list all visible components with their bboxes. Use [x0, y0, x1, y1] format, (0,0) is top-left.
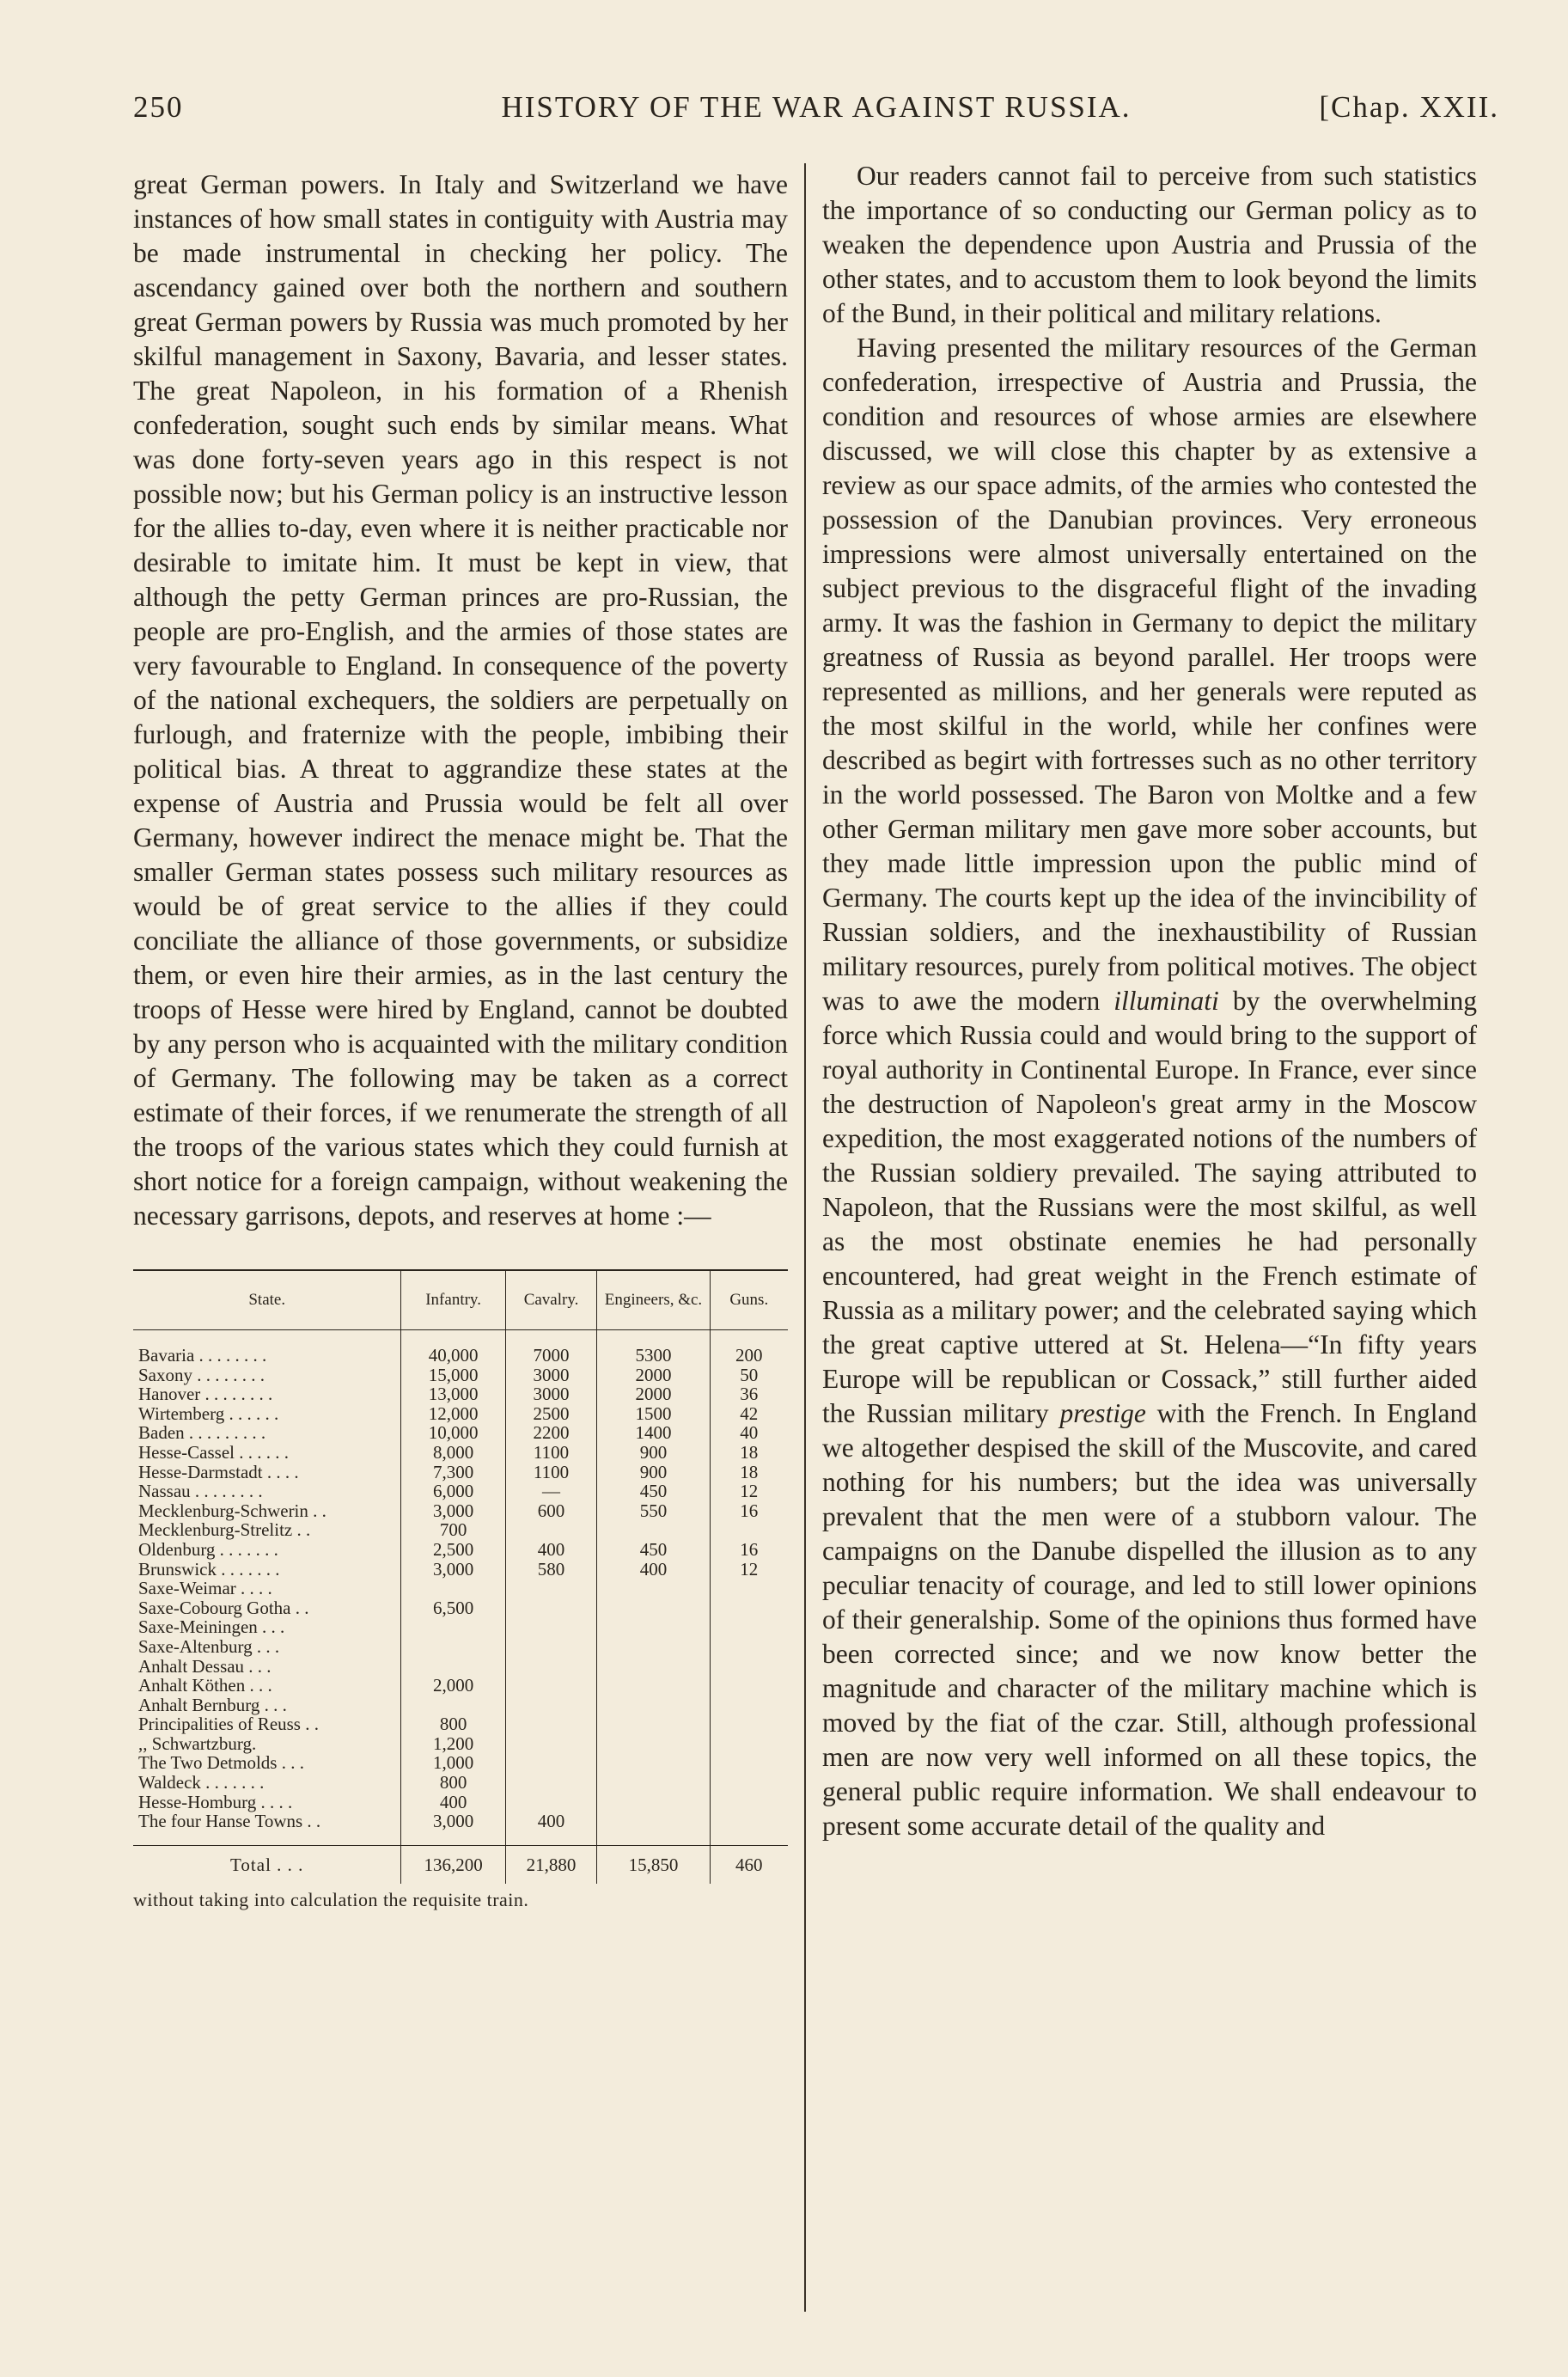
cell-engineers	[597, 1676, 710, 1696]
cell-state: Bavaria . . . . . . . .	[138, 1345, 267, 1366]
cell-guns	[710, 1773, 788, 1793]
cell-cavalry: 7000	[505, 1330, 597, 1366]
cell-guns	[710, 1714, 788, 1734]
cell-guns	[710, 1793, 788, 1812]
cell-engineers: 450	[597, 1482, 710, 1501]
cell-infantry: 8,000	[401, 1443, 505, 1463]
cell-state: Saxony . . . . . . . .	[138, 1364, 265, 1385]
p2-italic-illuminati: illuminati	[1113, 986, 1219, 1016]
header-infantry: Infantry.	[401, 1270, 505, 1330]
table-row	[133, 1540, 788, 1560]
cell-cavalry: 400	[505, 1812, 597, 1845]
table-row	[133, 1520, 788, 1540]
cell-cavalry: 580	[505, 1560, 597, 1580]
table-row	[133, 1404, 788, 1424]
cell-state: Saxe-Altenburg . . .	[138, 1635, 280, 1657]
table-row	[133, 1714, 788, 1734]
cell-infantry: 3,000	[401, 1501, 505, 1521]
total-infantry: 136,200	[401, 1845, 505, 1884]
total-guns: 460	[710, 1845, 788, 1884]
cell-infantry	[401, 1657, 505, 1677]
cell-guns: 36	[710, 1384, 788, 1404]
header-cavalry: Cavalry.	[505, 1270, 597, 1330]
cell-infantry: 7,300	[401, 1463, 505, 1482]
cell-engineers	[597, 1793, 710, 1812]
cell-guns	[710, 1734, 788, 1754]
cell-state: Hanover . . . . . . . .	[138, 1384, 273, 1405]
cell-guns: 18	[710, 1443, 788, 1463]
table-body	[133, 1330, 788, 1846]
column-rule	[804, 163, 806, 2312]
table-footnote: without taking into calculation the requisite train.	[133, 1888, 529, 1910]
cell-state: Mecklenburg-Schwerin . .	[138, 1500, 326, 1521]
cell-state: ,, Schwartzburg.	[138, 1732, 257, 1754]
cell-cavalry	[505, 1793, 597, 1812]
table-row	[133, 1753, 788, 1773]
cell-guns	[710, 1657, 788, 1677]
p2-text-a: Having presented the military resources of the German confederation, irrespective of Austria and Prussia, the condition and resources of whose armies are elsewhere discussed, we will close this chapter by as extensive a review as our space admits, of the armies who contested the possession of the Danubian provinces. Very erroneous impressions were almost universally entertained on the subject previous to the disgraceful flight of the invading army. It was the fashion in Germany to depict the military greatness of Russia as beyond parallel. Her troops were represented as millions, and her generals were reputed as the most skilful in the world, while her confines were described as begirt with fortresses such as no other territory in the world possessed. The Baron von Moltke and a few other German military men gave more sober accounts, but they made little impression upon the public mind of Germany. The courts kept up the idea of the invincibility of Russian soldiers, and the inexhaustibility of Russian military resources, purely from political motives. The object was to awe the modern	[822, 333, 1477, 1016]
running-title: HISTORY OF THE WAR AGAINST RUSSIA.	[501, 90, 1132, 124]
cell-cavalry	[505, 1773, 597, 1793]
table-row	[133, 1598, 788, 1618]
cell-cavalry: 1100	[505, 1463, 597, 1482]
cell-state: Brunswick . . . . . . .	[138, 1558, 280, 1580]
cell-infantry: 15,000	[401, 1366, 505, 1385]
cell-infantry: 3,000	[401, 1560, 505, 1580]
cell-state: Hesse-Homburg . . . .	[138, 1791, 293, 1812]
table-row	[133, 1657, 788, 1677]
table-row	[133, 1423, 788, 1443]
cell-cavalry	[505, 1520, 597, 1540]
right-paragraph-2	[822, 331, 1477, 1843]
cell-guns	[710, 1579, 788, 1598]
cell-state: Principalities of Reuss . .	[138, 1714, 319, 1735]
cell-infantry: 3,000	[401, 1812, 505, 1845]
table-row	[133, 1812, 788, 1845]
cell-engineers	[597, 1812, 710, 1845]
table-row	[133, 1501, 788, 1521]
cell-guns: 16	[710, 1540, 788, 1560]
table-row	[133, 1366, 788, 1385]
cell-state: The four Hanse Towns . .	[138, 1811, 321, 1832]
cell-engineers	[597, 1617, 710, 1637]
table-row	[133, 1773, 788, 1793]
cell-cavalry: 2200	[505, 1423, 597, 1443]
left-column	[133, 168, 788, 1911]
cell-engineers: 900	[597, 1443, 710, 1463]
cell-infantry: 400	[401, 1793, 505, 1812]
cell-infantry: 6,500	[401, 1598, 505, 1618]
cell-guns: 16	[710, 1501, 788, 1521]
cell-engineers	[597, 1637, 710, 1657]
cell-engineers	[597, 1520, 710, 1540]
cell-state: Saxe-Weimar . . . .	[138, 1578, 272, 1599]
cell-guns	[710, 1520, 788, 1540]
cell-guns	[710, 1812, 788, 1845]
cell-infantry: 2,500	[401, 1540, 505, 1560]
cell-engineers: 900	[597, 1463, 710, 1482]
cell-guns: 12	[710, 1482, 788, 1501]
cell-infantry	[401, 1617, 505, 1637]
cell-state: Saxe-Meiningen . . .	[138, 1616, 285, 1638]
total-engineers: 15,850	[597, 1845, 710, 1884]
cell-guns: 50	[710, 1366, 788, 1385]
p2-italic-prestige: prestige	[1059, 1398, 1146, 1428]
cell-engineers: 1500	[597, 1404, 710, 1424]
cell-cavalry: 2500	[505, 1404, 597, 1424]
page-number: 250	[133, 90, 184, 124]
cell-engineers: 1400	[597, 1423, 710, 1443]
cell-infantry: 13,000	[401, 1384, 505, 1404]
cell-engineers	[597, 1696, 710, 1715]
table-row	[133, 1482, 788, 1501]
cell-cavalry	[505, 1676, 597, 1696]
cell-engineers	[597, 1734, 710, 1754]
table-row	[133, 1463, 788, 1482]
cell-cavalry: 1100	[505, 1443, 597, 1463]
table-row	[133, 1384, 788, 1404]
cell-guns: 18	[710, 1463, 788, 1482]
table-row	[133, 1793, 788, 1812]
cell-engineers: 450	[597, 1540, 710, 1560]
table-row	[133, 1676, 788, 1696]
cell-cavalry	[505, 1637, 597, 1657]
cell-cavalry	[505, 1598, 597, 1618]
cell-infantry: 6,000	[401, 1482, 505, 1501]
cell-cavalry	[505, 1714, 597, 1734]
total-label: Total . . .	[133, 1845, 401, 1884]
table-total-row	[133, 1845, 788, 1884]
cell-state: Mecklenburg-Strelitz . .	[138, 1519, 311, 1541]
cell-engineers: 550	[597, 1501, 710, 1521]
cell-state: Wirtemberg . . . . . .	[138, 1402, 279, 1424]
cell-infantry: 1,200	[401, 1734, 505, 1754]
cell-engineers	[597, 1753, 710, 1773]
cell-engineers: 5300	[597, 1330, 710, 1366]
cell-engineers: 2000	[597, 1384, 710, 1404]
p2-text-c: with the French. In England we altogether despised the skill of the Muscovite, and cared nothing for his numbers; but the idea was universally prevalent that the men were of a stubborn valour. The campaigns on the Danube dispelled the illusion as to any peculiar tenacity of courage, and led to still lower opinions of their generalship. Some of the opinions thus formed have been corrected since; and we now know better the magnitude and character of the military machine which is moved by the fiat of the czar. Still, although professional men are now very well informed on all these topics, the general public require information. We shall endeavour to present some accurate detail of the quality and	[822, 1398, 1478, 1841]
cell-infantry: 10,000	[401, 1423, 505, 1443]
table-row	[133, 1637, 788, 1657]
cell-engineers	[597, 1579, 710, 1598]
cell-state: Waldeck . . . . . . .	[138, 1772, 265, 1793]
chapter-label: [Chap. XXII.	[1319, 90, 1499, 124]
cell-cavalry	[505, 1753, 597, 1773]
cell-guns	[710, 1598, 788, 1618]
cell-cavalry	[505, 1696, 597, 1715]
total-cavalry: 21,880	[505, 1845, 597, 1884]
cell-infantry: 700	[401, 1520, 505, 1540]
cell-guns	[710, 1637, 788, 1657]
right-column	[822, 159, 1477, 1843]
cell-infantry	[401, 1637, 505, 1657]
cell-cavalry: —	[505, 1482, 597, 1501]
cell-cavalry: 3000	[505, 1366, 597, 1385]
cell-cavalry	[505, 1734, 597, 1754]
cell-state: The Two Detmolds . . .	[138, 1752, 304, 1774]
table-row	[133, 1330, 788, 1366]
cell-engineers	[597, 1773, 710, 1793]
cell-guns	[710, 1696, 788, 1715]
cell-state: Hesse-Cassel . . . . . .	[138, 1441, 289, 1463]
header-engineers: Engineers, &c.	[597, 1270, 710, 1330]
table-row	[133, 1734, 788, 1754]
cell-guns	[710, 1617, 788, 1637]
table-row	[133, 1617, 788, 1637]
cell-infantry	[401, 1696, 505, 1715]
cell-infantry: 800	[401, 1773, 505, 1793]
cell-infantry	[401, 1579, 505, 1598]
cell-guns: 42	[710, 1404, 788, 1424]
cell-guns: 200	[710, 1330, 788, 1366]
cell-infantry: 12,000	[401, 1404, 505, 1424]
cell-infantry: 40,000	[401, 1330, 505, 1366]
table-header-row	[133, 1270, 788, 1330]
cell-guns	[710, 1753, 788, 1773]
cell-state: Anhalt Köthen . . .	[138, 1675, 272, 1696]
cell-guns: 12	[710, 1560, 788, 1580]
cell-cavalry	[505, 1617, 597, 1637]
cell-infantry: 2,000	[401, 1676, 505, 1696]
header-state: State.	[133, 1270, 401, 1330]
cell-state: Oldenburg . . . . . . .	[138, 1538, 278, 1560]
cell-infantry: 800	[401, 1714, 505, 1734]
cell-guns: 40	[710, 1423, 788, 1443]
military-forces-table	[133, 1269, 788, 1884]
cell-state: Baden . . . . . . . . .	[138, 1422, 266, 1444]
cell-infantry: 1,000	[401, 1753, 505, 1773]
cell-cavalry	[505, 1657, 597, 1677]
p2-text-b: by the overwhelming force which Russia could and would bring to the support of royal authority in Continental Europe. In France, ever since the destruction of Napoleon's great army in the Moscow expedition, the most exaggerated notions of the numbers of the Russian soldiery prevailed. The saying attributed to Napoleon, that the Russians were the most skilful, as well as the most obstinate enemies he had personally encountered, had great weight in the French estimate of Russia as a military power; and the celebrated saying which the great captive uttered at St. Helena—“In fifty years Europe will be republican or Cossack,” still further aided the Russian military	[822, 986, 1477, 1428]
left-paragraph: great German powers. In Italy and Switzerland we have instances of how small states in contiguity with Austria may be made instrumental in checking her policy. The ascendancy gained over both the northern and southern great German powers by Russia was much promoted by her skilful management in Saxony, Bavaria, and lesser states. The great Napoleon, in his formation of a Rhenish confederation, sought such ends by similar means. What was done forty-seven years ago in this respect is not possible now; but his German policy is an instructive lesson for the allies to-day, even where it is neither practicable nor desirable to imitate him. It must be kept in view, that although the petty German princes are pro-Russian, the people are pro-English, and the armies of those states are very favourable to England. In consequence of the poverty of the national exchequers, the soldiers are perpetually on furlough, and fraternize with the people, imbibing their political bias. A threat to aggrandize these states at the expense of Austria and Prussia would be felt all over Germany, however indirect the menace might be. That the smaller German states possess such military resources as would be of great service to the allies if they could conciliate the alliance of those governments, or subsidize them, or even hire their armies, as in the last century the troops of Hesse were hired by England, cannot be doubted by any person who is acquainted with the military condition of Germany. The following may be taken as a correct estimate of their forces, if we renumerate the strength of all the troops of the various states which they could furnish at short notice for a foreign campaign, without weakening the necessary garrisons, depots, and reserves at home :—	[133, 169, 788, 1231]
table-row	[133, 1579, 788, 1598]
cell-state: Saxe-Cobourg Gotha . .	[138, 1597, 309, 1618]
cell-engineers	[597, 1657, 710, 1677]
cell-state: Nassau . . . . . . . .	[138, 1481, 263, 1502]
cell-cavalry: 600	[505, 1501, 597, 1521]
table-row	[133, 1560, 788, 1580]
running-head	[133, 90, 1499, 133]
header-guns: Guns.	[710, 1270, 788, 1330]
cell-engineers	[597, 1714, 710, 1734]
table-row	[133, 1443, 788, 1463]
cell-state: Hesse-Darmstadt . . . .	[138, 1461, 299, 1482]
cell-engineers: 400	[597, 1560, 710, 1580]
cell-state: Anhalt Bernburg . . .	[138, 1694, 287, 1715]
table-row	[133, 1696, 788, 1715]
cell-cavalry	[505, 1579, 597, 1598]
cell-state: Anhalt Dessau . . .	[138, 1655, 272, 1677]
cell-cavalry: 400	[505, 1540, 597, 1560]
cell-cavalry: 3000	[505, 1384, 597, 1404]
cell-engineers: 2000	[597, 1366, 710, 1385]
right-paragraph-1: Our readers cannot fail to perceive from such statistics the importance of so conducting our German policy as to weaken the dependence upon Austria and Prussia of the other states, and to accustom them to look beyond the limits of the Bund, in their political and military relations.	[822, 161, 1477, 328]
cell-engineers	[597, 1598, 710, 1618]
cell-guns	[710, 1676, 788, 1696]
